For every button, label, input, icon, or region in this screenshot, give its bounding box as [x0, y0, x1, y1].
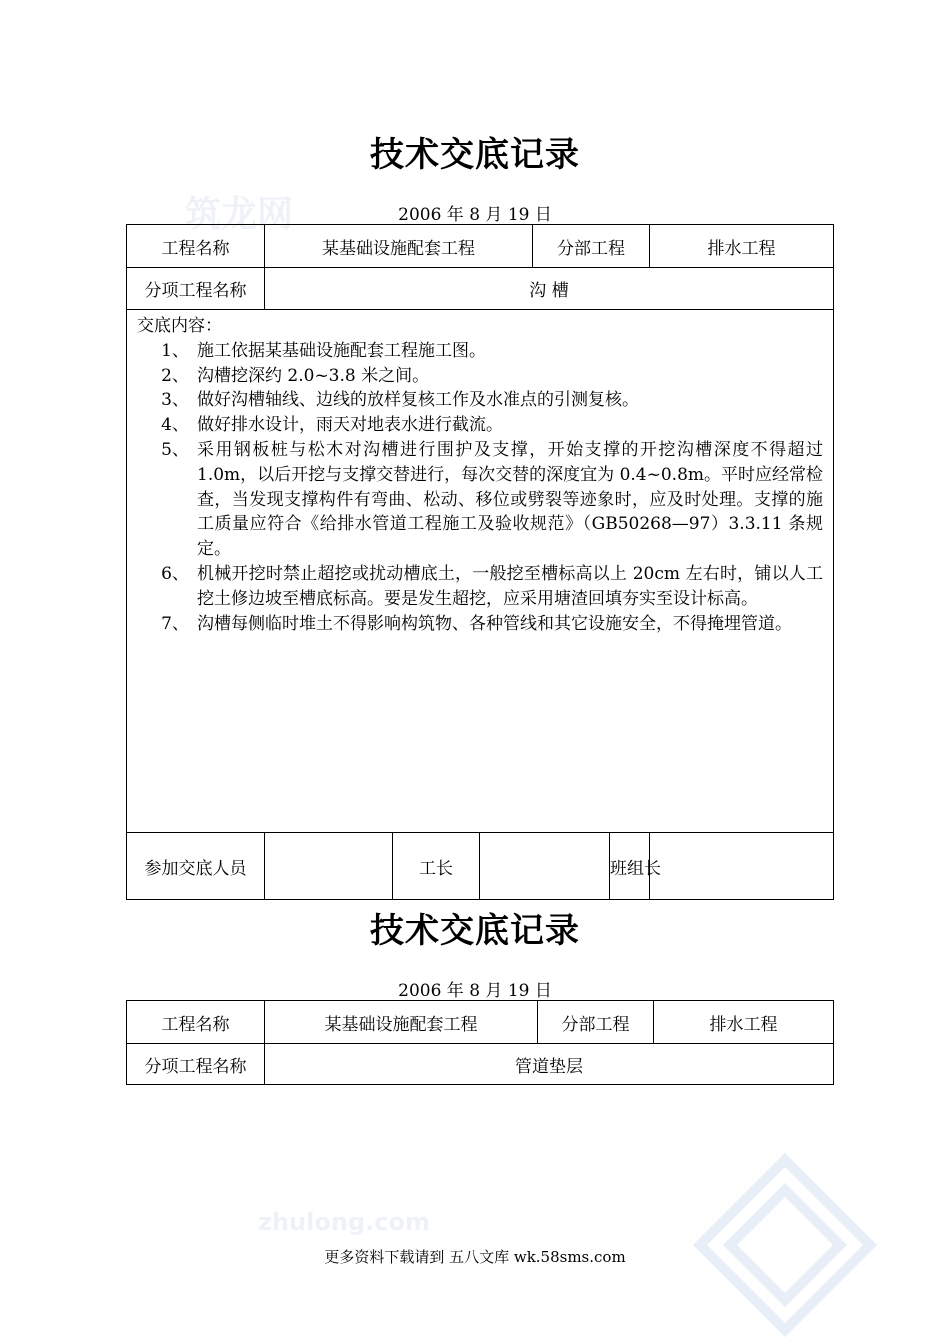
record1-date: 2006 年 8 月 19 日 [398, 205, 552, 225]
division-label: 分部工程 [538, 1001, 654, 1044]
foreman-label: 工长 [393, 833, 480, 900]
subitem-label: 分项工程名称 [127, 1044, 265, 1085]
watermark-top: 筑龙网 [185, 194, 294, 235]
participants-label: 参加交底人员 [127, 833, 265, 900]
watermark-bottom: zhulong.com [258, 1208, 430, 1236]
list-item: 7、 沟槽每侧临时堆土不得影响构筑物、各种管线和其它设施安全，不得掩埋管道。 [161, 613, 792, 634]
list-item: 3、 做好沟槽轴线、边线的放样复核工作及水准点的引测复核。 [161, 390, 639, 411]
record2-date: 2006 年 8 月 19 日 [398, 981, 552, 1001]
watermark-logo-icon [690, 1150, 880, 1340]
project-name-value: 某基础设施配套工程 [265, 1001, 538, 1044]
project-name-label: 工程名称 [127, 1001, 265, 1044]
subitem-label: 分项工程名称 [127, 268, 265, 310]
team-leader-label: 班组长 [610, 833, 650, 900]
division-label: 分部工程 [533, 225, 650, 268]
record2-title: 技术交底记录 [370, 911, 580, 951]
division-value: 排水工程 [650, 225, 834, 268]
team-leader-value [650, 833, 834, 900]
content-cell [127, 310, 834, 833]
record2-table [126, 1000, 834, 1085]
record1-table [126, 224, 834, 900]
list-item: 6、 机械开挖时禁止超挖或扰动槽底土，一般挖至槽标高以上 20cm 左右时，铺以人工挖土修边坡至槽底标高。要是发生超挖，应采用塘渣回填夯实至设计标高。 [161, 563, 824, 609]
project-name-label: 工程名称 [127, 225, 265, 268]
list-item: 4、 做好排水设计，雨天对地表水进行截流。 [161, 415, 503, 436]
project-name-value: 某基础设施配套工程 [265, 225, 533, 268]
subitem-value: 沟 槽 [265, 268, 834, 310]
foreman-value [480, 833, 610, 900]
list-item: 1、 施工依据某基础设施配套工程施工图。 [161, 340, 486, 361]
list-item: 5、 采用钢板桩与松木对沟槽进行围护及支撑，开始支撑的开挖沟槽深度不得超过 1.0m，以后开挖与支撑交替进行，每次交替的深度宜为 0.4~0.8m。平时应经常检查，当发现支撑构件有弯曲、松动、移位或劈裂等迹象时，应及时处理。支撑的施工质量应符合《给排水管道工程施工及验收规范》（GB50268—97）3.3.11 条规定。 [161, 439, 824, 560]
record1-title: 技术交底记录 [370, 135, 580, 175]
footer-link[interactable]: 更多资料下载请到 五八文库 wk.58sms.com [324, 1248, 626, 1266]
division-value: 排水工程 [654, 1001, 834, 1044]
subitem-value: 管道垫层 [265, 1044, 834, 1085]
content-heading: 交底内容： [137, 316, 222, 336]
participants-value [265, 833, 393, 900]
list-item: 2、 沟槽挖深约 2.0~3.8 米之间。 [161, 365, 430, 386]
